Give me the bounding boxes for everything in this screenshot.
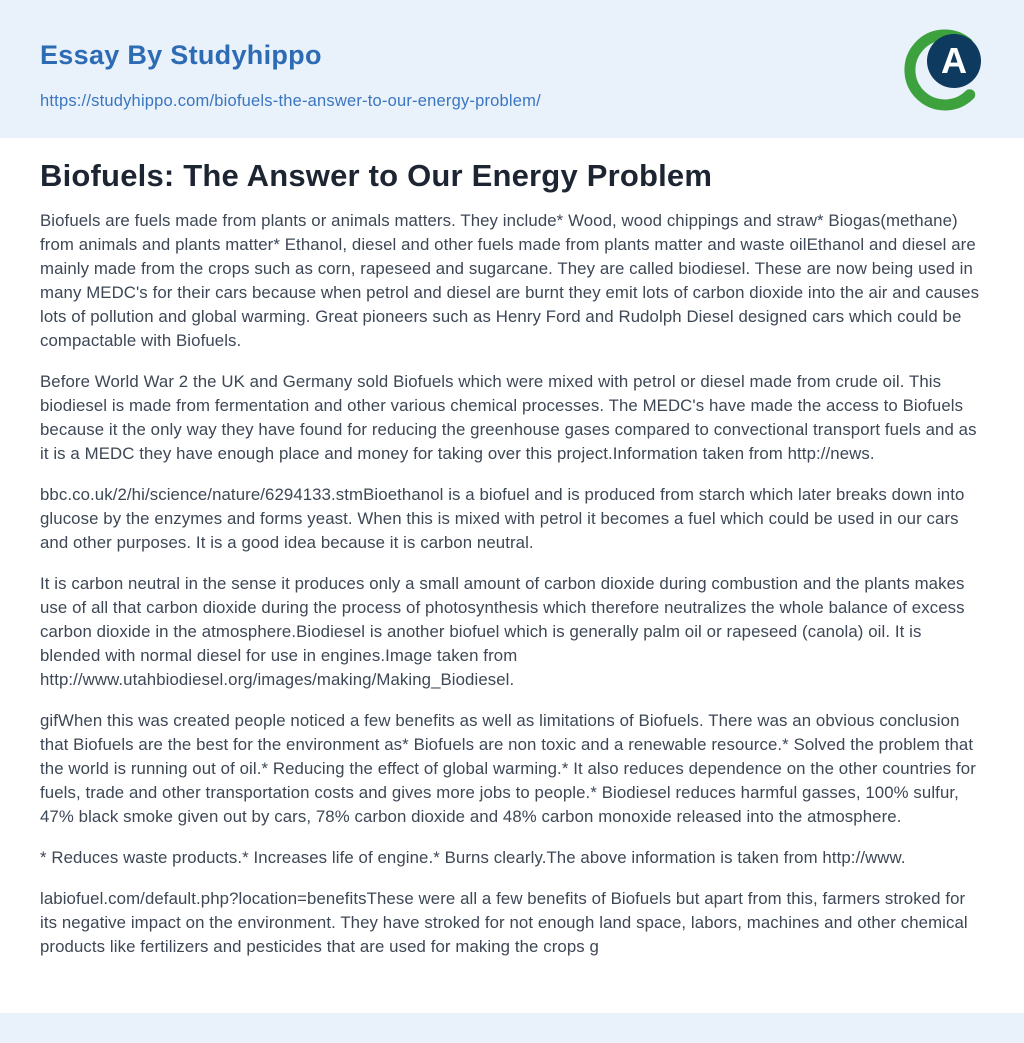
header	[0, 0, 1024, 138]
article-title: Biofuels: The Answer to Our Energy Problem	[40, 158, 713, 193]
logo-letter: A	[941, 40, 967, 81]
paragraph-6: * Reduces waste products.* Increases life of engine.* Burns clearly.The above information is taken from http://www.	[40, 848, 906, 867]
paragraph-7: labiofuel.com/default.php?location=benefitsThese were all a few benefits of Biofuels but apart from this, farmers stroked for its negative impact on the environment. They have stroked for not enough land space, labors, machines and other chemical products like fertilizers and pesticides that are used for making the crops g	[40, 889, 968, 956]
studyhippo-logo-icon	[904, 28, 986, 112]
site-title: Essay By Studyhippo	[40, 40, 322, 70]
paragraph-2: Before World War 2 the UK and Germany sold Biofuels which were mixed with petrol or diesel made from crude oil. This biodiesel is made from fermentation and other various chemical processes. The MEDC's have made the access to Biofuels because it the only way they have found for reducing the greenhouse gases compared to convectional transport fuels and as it is a MEDC they have enough place and money for taking over this project.Information taken from http://news.	[40, 372, 977, 463]
paragraph-5: gifWhen this was created people noticed a few benefits as well as limitations of Biofuels. There was an obvious conclusion that Biofuels are the best for the environment as* Biofuels are non toxic and a renewable resource.* Solved the problem that the world is running out of oil.* Reducing the effect of global warming.* It also reduces dependence on the other countries for fuels, trade and other transportation costs and gives more jobs to people.* Biodiesel reduces harmful gasses, 100% sulfur, 47% black smoke given out by cars, 78% carbon dioxide and 48% carbon monoxide released into the atmosphere.	[40, 711, 976, 826]
paragraph-4: It is carbon neutral in the sense it produces only a small amount of carbon dioxide during combustion and the plants makes use of all that carbon dioxide during the process of photosynthesis which therefore neutralizes the whole balance of excess carbon dioxide in the atmosphere.Biodiesel is another biofuel which is generally palm oil or rapeseed (canola) oil. It is blended with normal diesel for use in engines.Image taken from http://www.utahbiodiesel.org/images/making/Making_Biodiesel.	[40, 574, 965, 689]
source-url-link[interactable]: https://studyhippo.com/biofuels-the-answer-to-our-energy-problem/	[40, 92, 541, 110]
header-text-block	[40, 28, 541, 111]
paragraph-3: bbc.co.uk/2/hi/science/nature/6294133.stmBioethanol is a biofuel and is produced from starch which later breaks down into glucose by the enzymes and forms yeast. When this is mixed with petrol it becomes a fuel which could be used in our cars and other purposes. It is a good idea because it is carbon neutral.	[40, 485, 965, 552]
article	[0, 138, 1024, 1013]
footer-strip	[0, 1013, 1024, 1043]
article-body	[40, 209, 984, 959]
paragraph-1: Biofuels are fuels made from plants or animals matters. They include* Wood, wood chippings and straw* Biogas(methane) from animals and plants matter* Ethanol, diesel and other fuels made from plants matter and waste oilEthanol and diesel are mainly made from the crops such as corn, rapeseed and sugarcane. They are called biodiesel. These are now being used in many MEDC's for their cars because when petrol and diesel are burnt they emit lots of carbon dioxide into the air and causes lots of pollution and global warming. Great pioneers such as Henry Ford and Rudolph Diesel designed cars which could be compactable with Biofuels.	[40, 211, 980, 350]
